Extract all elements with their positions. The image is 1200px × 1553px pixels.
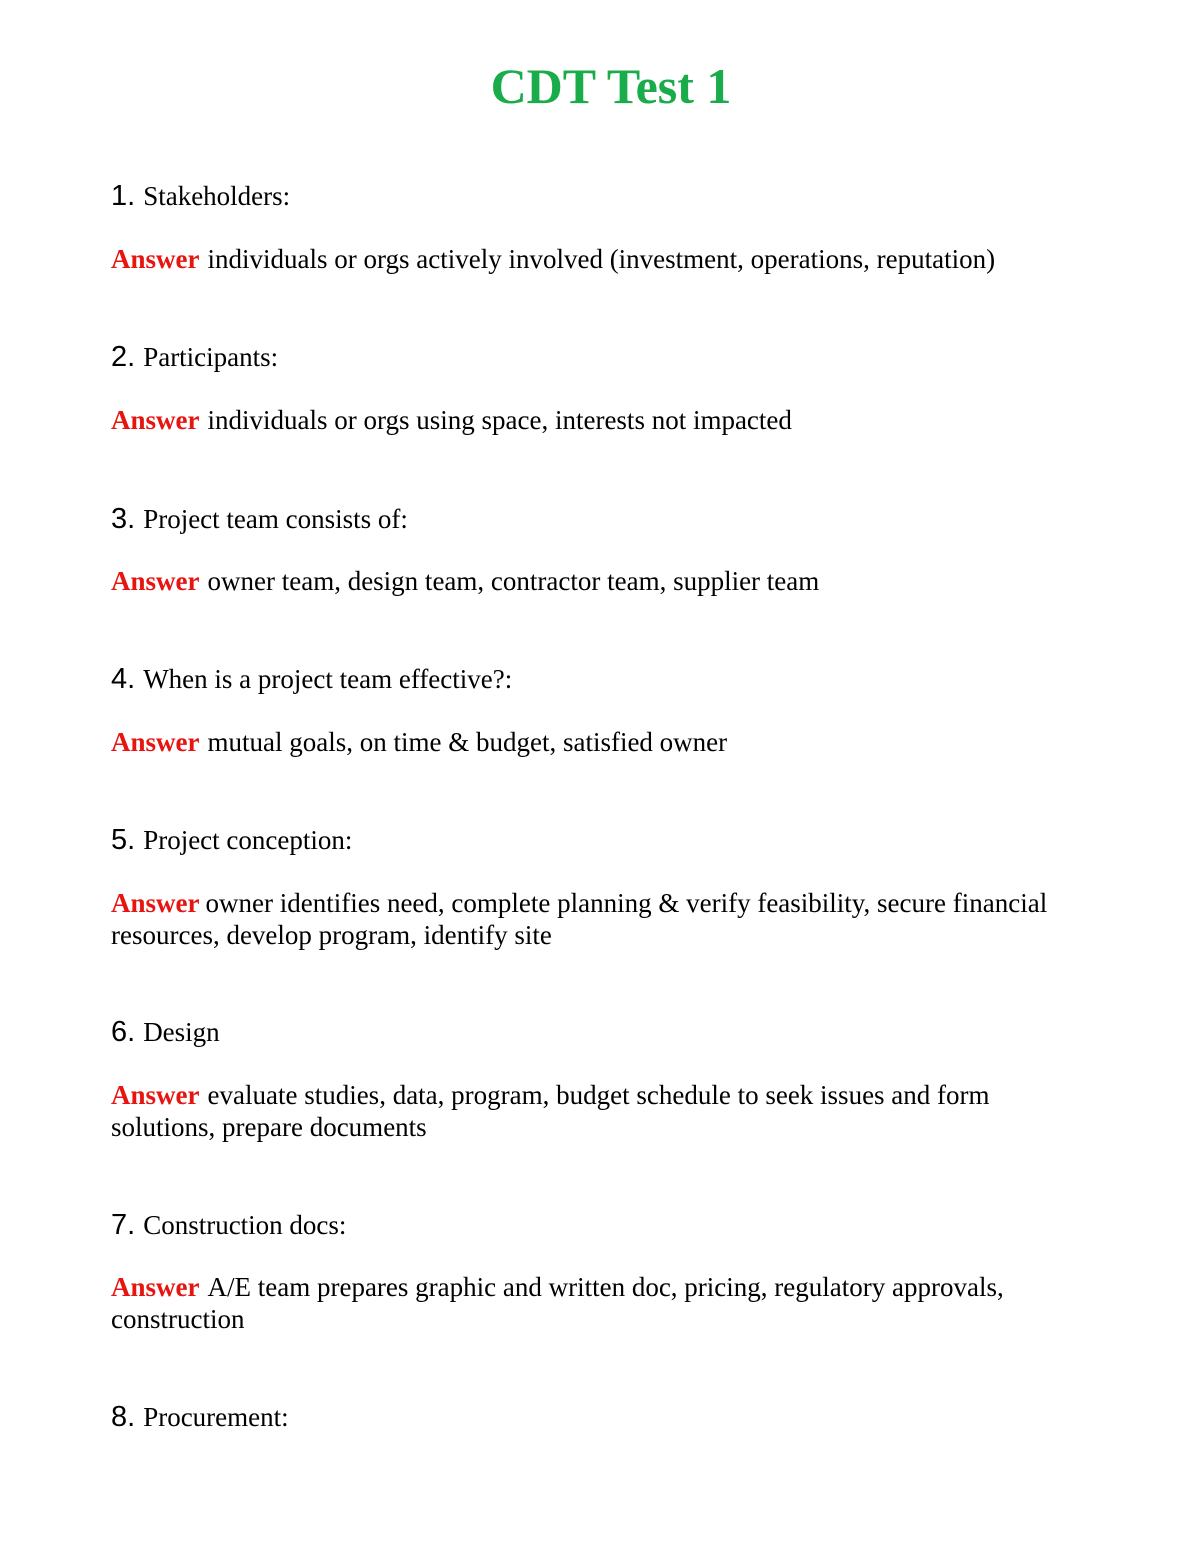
question-1	[111, 180, 1111, 212]
question-number: 5.	[111, 824, 136, 856]
question-prompt: Construction docs:	[143, 1210, 347, 1240]
question-prompt: Design	[143, 1017, 220, 1047]
answer-text: individuals or orgs actively involved (investment, operations, reputation)	[207, 244, 996, 274]
question-prompt: When is a project team effective?:	[143, 664, 513, 694]
answer-label: Answer	[111, 405, 200, 435]
answer-3	[111, 565, 1056, 597]
answer-7	[111, 1271, 1056, 1335]
question-prompt: Stakeholders:	[143, 181, 291, 211]
answer-text: individuals or orgs using space, interests not impacted	[207, 405, 792, 435]
question-number: 7.	[111, 1209, 136, 1241]
answer-label: Answer	[111, 888, 200, 918]
question-5	[111, 824, 1111, 856]
answer-6	[111, 1079, 1056, 1143]
answer-5	[111, 887, 1056, 951]
answer-label: Answer	[111, 1080, 200, 1110]
question-3	[111, 503, 1111, 535]
answer-text: evaluate studies, data, program, budget schedule to seek issues and form solutions, prepare documents	[111, 1080, 990, 1142]
question-number: 8.	[111, 1401, 136, 1433]
question-number: 6.	[111, 1016, 136, 1048]
answer-2	[111, 404, 1056, 436]
question-4	[111, 663, 1111, 695]
question-prompt: Project team consists of:	[143, 504, 408, 534]
answer-1	[111, 243, 1056, 275]
question-prompt: Procurement:	[143, 1402, 289, 1432]
answer-label: Answer	[111, 1272, 200, 1302]
answer-text: A/E team prepares graphic and written doc, pricing, regulatory approvals, construction	[111, 1272, 1004, 1334]
answer-label: Answer	[111, 244, 200, 274]
answer-4	[111, 726, 1056, 758]
question-number: 1.	[111, 180, 136, 212]
question-7	[111, 1209, 1111, 1241]
question-2	[111, 341, 1111, 373]
answer-label: Answer	[111, 727, 200, 757]
answer-label: Answer	[111, 566, 200, 596]
question-number: 3.	[111, 503, 136, 535]
question-8	[111, 1401, 1111, 1433]
question-6	[111, 1016, 1111, 1048]
question-prompt: Participants:	[143, 342, 279, 372]
answer-text: owner team, design team, contractor team, supplier team	[207, 566, 820, 596]
question-prompt: Project conception:	[143, 825, 353, 855]
document-title: CDT Test 1	[490, 58, 732, 114]
answer-text: owner identifies need, complete planning & verify feasibility, secure financial resources, develop program, identify site	[111, 888, 1048, 950]
question-number: 4.	[111, 663, 136, 695]
question-number: 2.	[111, 341, 136, 373]
answer-text: mutual goals, on time & budget, satisfied owner	[207, 727, 728, 757]
